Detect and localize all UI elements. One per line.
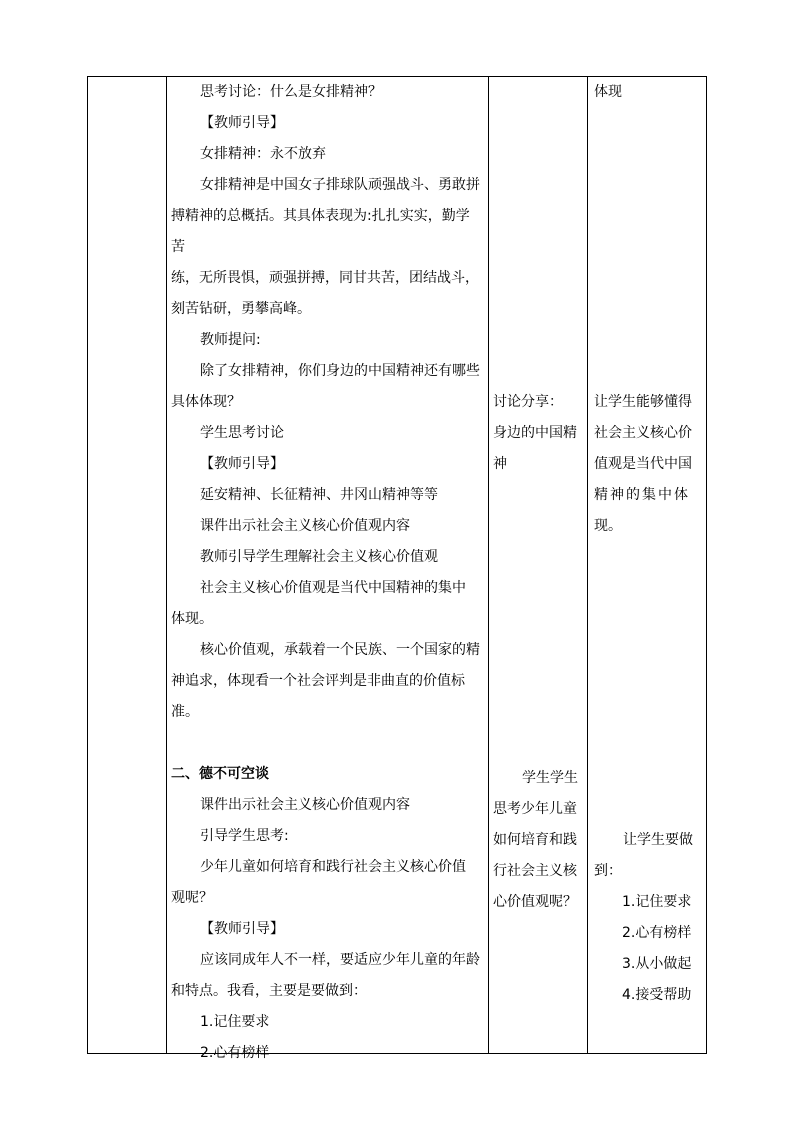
table-border-col2-left xyxy=(166,76,167,1053)
paragraph: 引导学生思考: xyxy=(200,828,289,844)
paragraph: 社会主义核心价值观是当代中国精神的集中 xyxy=(200,580,466,596)
paragraph: 练，无所畏惧，顽强拼搏，同甘共苦，团结战斗， xyxy=(171,270,479,286)
paragraph: 核心价值观，承载着一个民族、一个国家的精 xyxy=(200,642,480,658)
intent-block-top xyxy=(594,77,702,108)
paragraph: 精神的集中体 xyxy=(594,487,690,503)
paragraph: 让学生能够懂得 xyxy=(594,394,692,410)
paragraph: 观呢？ xyxy=(171,890,213,906)
paragraph: 学生学生 xyxy=(522,770,578,786)
paragraph: 行社会主义核 xyxy=(493,863,577,879)
paragraph: 神追求，体现看一个社会评判是非曲直的价值标 xyxy=(171,673,465,689)
paragraph: 教师提问: xyxy=(200,332,261,348)
paragraph: 教师引导学生理解社会主义核心价值观 xyxy=(200,549,438,565)
intent-block-core-values xyxy=(594,387,702,542)
paragraph: 思考少年儿童 xyxy=(493,801,577,817)
blank-line xyxy=(171,728,483,759)
paragraph: 到： xyxy=(594,863,622,879)
paragraph: 体现。 xyxy=(171,611,213,627)
section-heading: 二、德不可空谈 xyxy=(171,766,269,782)
paragraph: 讨论分享： xyxy=(493,394,563,410)
paragraph: 【教师引导】 xyxy=(200,115,284,131)
paragraph: 体现 xyxy=(594,84,622,100)
paragraph: 除了女排精神，你们身边的中国精神还有哪些 xyxy=(200,363,480,379)
paragraph: 思考讨论：什么是女排精神？ xyxy=(200,84,382,100)
paragraph: 【教师引导】 xyxy=(200,921,284,937)
paragraph: 学生思考讨论 xyxy=(200,425,284,441)
paragraph: 心价值观呢？ xyxy=(493,894,577,910)
table-border-col1-left xyxy=(87,76,88,1053)
paragraph: 搏精神的总概括。其具体表现为:扎扎实实，勤学苦 xyxy=(171,208,470,255)
list-item: 4.接受帮助 xyxy=(622,987,692,1003)
paragraph: 和特点。我看，主要是要做到： xyxy=(171,983,367,999)
list-item: 1.记住要求 xyxy=(622,894,692,910)
paragraph: 刻苦钻研，勇攀高峰。 xyxy=(171,301,311,317)
paragraph: 少年儿童如何培育和践行社会主义核心价值 xyxy=(200,859,466,875)
list-item: 1.记住要求 xyxy=(200,1014,270,1030)
paragraph: 现。 xyxy=(594,518,622,534)
activity-block-discussion xyxy=(493,387,583,480)
paragraph: 【教师引导】 xyxy=(200,456,284,472)
paragraph: 课件出示社会主义核心价值观内容 xyxy=(200,797,410,813)
paragraph: 值观是当代中国 xyxy=(594,456,692,472)
list-item: 3.从小做起 xyxy=(622,956,692,972)
paragraph: 具体体现？ xyxy=(171,394,241,410)
paragraph: 让学生要做 xyxy=(623,832,693,848)
paragraph: 准。 xyxy=(171,704,199,720)
paragraph: 身边的中国精 xyxy=(493,425,577,441)
paragraph: 女排精神是中国女子排球队顽强战斗、勇敢拼 xyxy=(200,177,480,193)
activity-block-thinking xyxy=(493,763,585,918)
paragraph: 延安精神、长征精神、井冈山精神等等 xyxy=(200,487,438,503)
intent-block-requirements xyxy=(594,825,702,1011)
paragraph: 课件出示社会主义核心价值观内容 xyxy=(200,518,410,534)
paragraph: 如何培育和践 xyxy=(493,832,577,848)
table-border-right xyxy=(706,76,707,1053)
paragraph: 应该同成年人不一样，要适应少年儿童的年龄 xyxy=(200,952,480,968)
list-item: 2.心有榜样 xyxy=(622,925,692,941)
paragraph: 神 xyxy=(493,456,507,472)
paragraph: 女排精神：永不放弃 xyxy=(200,146,326,162)
list-item: 2.心有榜样 xyxy=(200,1045,270,1061)
table-border-col4-left xyxy=(587,76,588,1053)
table-border-col3-left xyxy=(488,76,489,1053)
teaching-process-cell xyxy=(171,77,483,1069)
paragraph: 社会主义核心价 xyxy=(594,425,692,441)
